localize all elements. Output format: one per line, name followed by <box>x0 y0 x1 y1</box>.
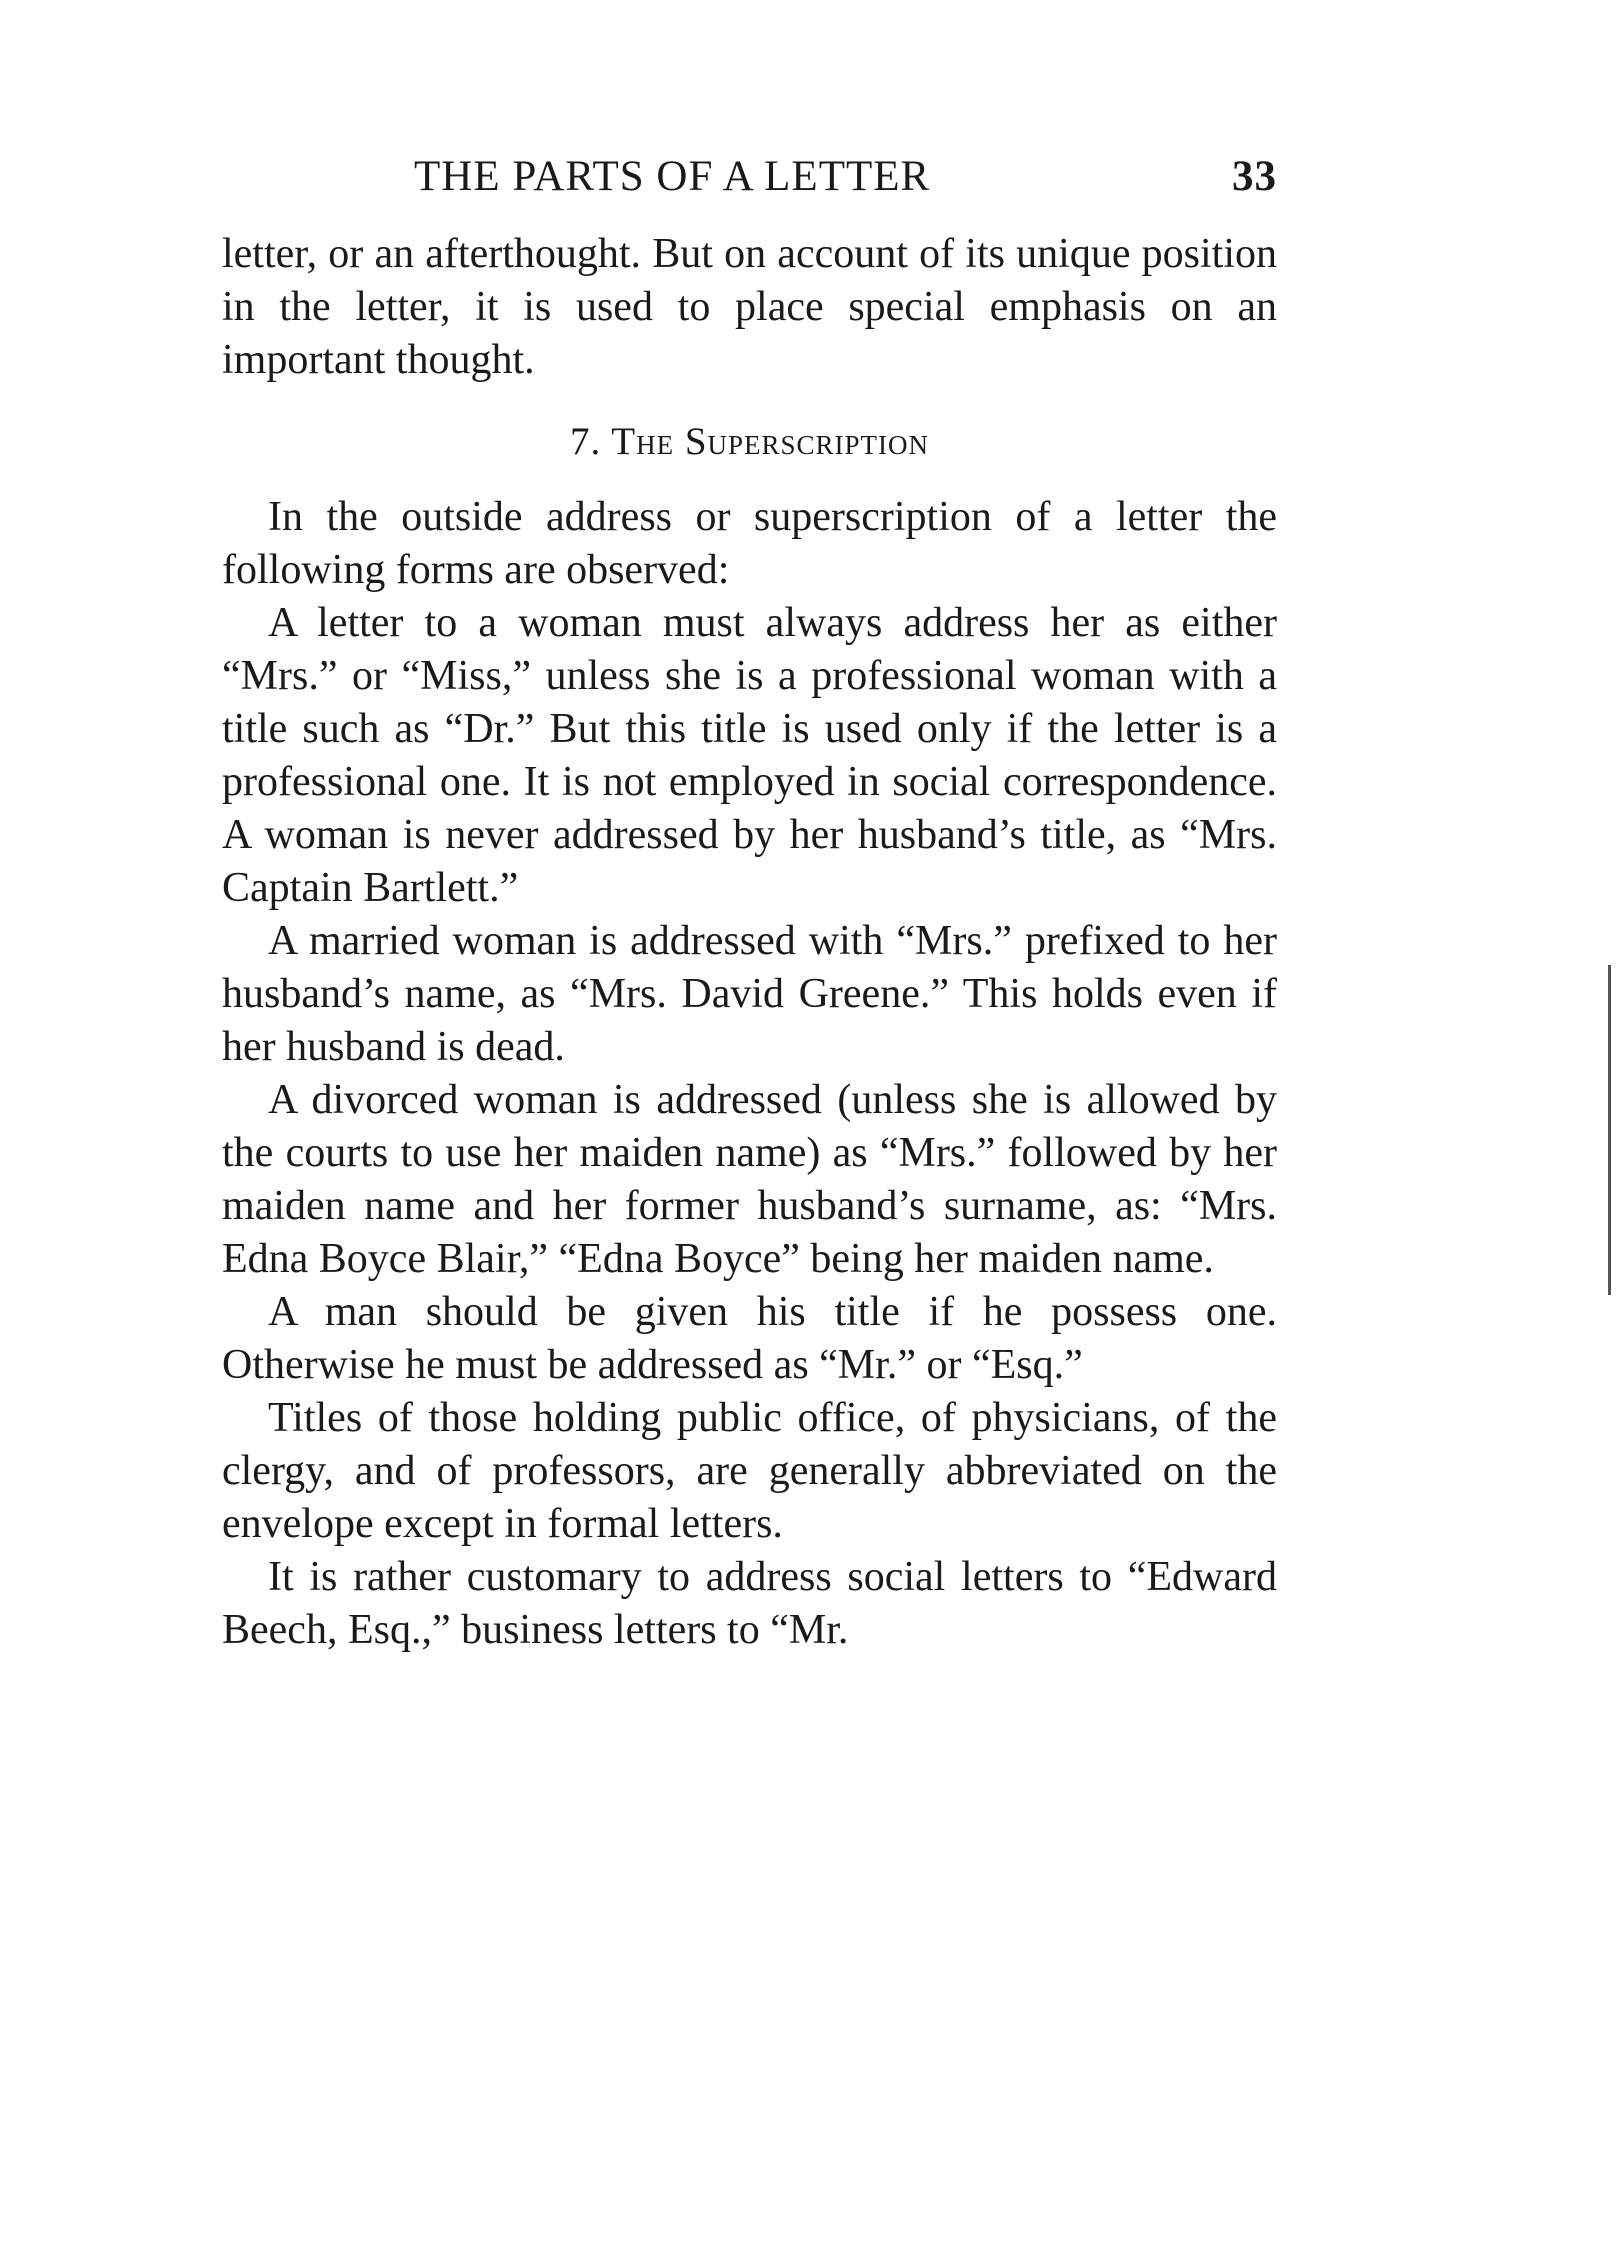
running-head-title: THE PARTS OF A LETTER <box>414 153 931 200</box>
paragraph: A letter to a woman must always address her as either “Mrs.” or “Miss,” unless she is a professional woman with a title such as “Dr.” But this title is used only if the letter is a professional one. It is not employed in social correspondence. A woman is never addressed by her husband’s title, as “Mrs. Captain Bartlett.” <box>222 600 1277 911</box>
paragraph-continued: letter, or an afterthought. But on account of its unique position in the letter, it is used to place special emphasis on an important thought. <box>222 231 1277 383</box>
running-head <box>222 152 1277 212</box>
paragraph: In the outside address or superscription of a letter the following forms are observed: <box>222 494 1277 593</box>
margin-scan-mark <box>1608 965 1611 1295</box>
paragraph: A divorced woman is addressed (unless she is allowed by the courts to use her maiden name) as “Mrs.” followed by her maiden name and her former husband’s surname, as: “Mrs. Edna Boyce Blair,” “Edna Boyce” being her maiden name. <box>222 1077 1277 1282</box>
paragraph: A married woman is addressed with “Mrs.” prefixed to her husband’s name, as “Mrs. David Greene.” This holds even if her husband is dead. <box>222 918 1277 1070</box>
paragraph: A man should be given his title if he possess one. Otherwise he must be addressed as “Mr.” or “Esq.” <box>222 1289 1277 1388</box>
page-body <box>222 228 1277 1657</box>
section-heading: 7. The Superscription <box>569 420 930 463</box>
page-number: 33 <box>1232 153 1277 200</box>
paragraph: Titles of those holding public office, of physicians, of the clergy, and of professors, are generally abbreviated on the envelope except in formal letters. <box>222 1395 1277 1547</box>
paragraph: It is rather customary to address social letters to “Edward Beech, Esq.,” business letters to “Mr. <box>222 1554 1277 1653</box>
